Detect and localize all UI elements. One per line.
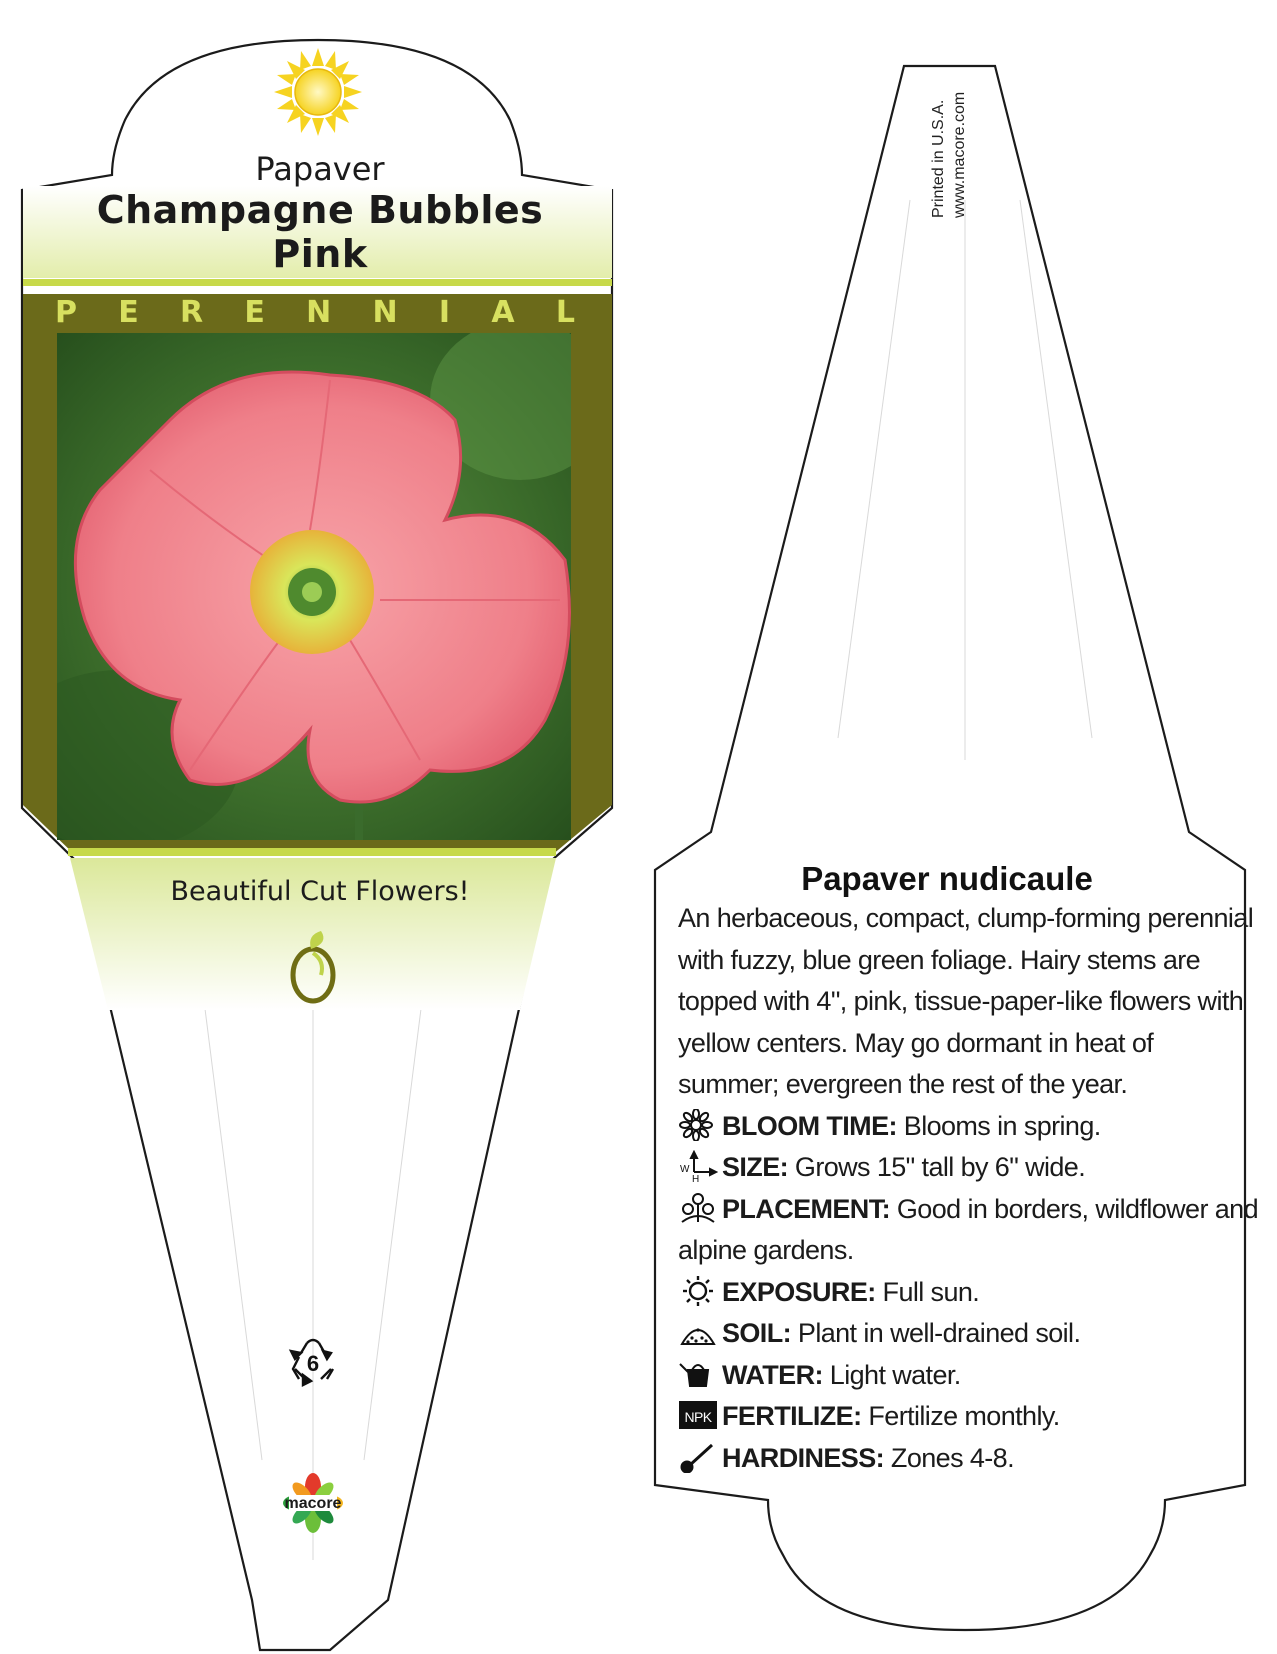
- category-letter: E: [118, 295, 139, 330]
- attribute-label: PLACEMENT:: [722, 1193, 890, 1224]
- thermometer-icon: [678, 1441, 718, 1473]
- brand-name: macore: [284, 1495, 342, 1512]
- category-letter: E: [244, 295, 265, 330]
- npk-icon: [678, 1399, 718, 1431]
- svg-text:W: W: [680, 1164, 689, 1175]
- attribute-water: [678, 1355, 1258, 1397]
- category-letter: A: [491, 295, 515, 330]
- attribute-fertilize: [678, 1396, 1258, 1438]
- category-letter: N: [306, 295, 332, 330]
- size-arrows-icon: [678, 1150, 718, 1182]
- attribute-label: FERTILIZE:: [722, 1401, 862, 1431]
- variety-line-2: Pink: [272, 232, 368, 276]
- attribute-soil: [678, 1313, 1258, 1355]
- attribute-value: Fertilize monthly.: [868, 1401, 1060, 1431]
- recycle-number: 6: [306, 1351, 320, 1376]
- attribute-size: [678, 1147, 1258, 1189]
- attribute-value: Blooms in spring.: [903, 1110, 1101, 1141]
- npk-text: NPK: [684, 1409, 712, 1425]
- category-letter: L: [555, 295, 575, 330]
- category-label: [55, 295, 575, 330]
- placement-icon: [678, 1192, 718, 1224]
- category-letter: R: [180, 295, 204, 330]
- attribute-hardiness: [678, 1438, 1258, 1480]
- front-genus: Papaver: [255, 150, 385, 188]
- sun-icon: [274, 48, 362, 136]
- category-letter: I: [438, 295, 451, 330]
- attribute-placement: [678, 1189, 1258, 1272]
- category-letter: N: [372, 295, 398, 330]
- pink-poppy-photo: [0, 320, 610, 850]
- attribute-label: EXPOSURE:: [722, 1276, 876, 1307]
- tagline: Beautiful Cut Flowers!: [170, 876, 470, 907]
- sun-outline-icon: [678, 1275, 718, 1307]
- attribute-value: Plant in well-drained soil.: [797, 1318, 1081, 1348]
- attribute-label: WATER:: [722, 1359, 823, 1390]
- attribute-bloom-time: [678, 1106, 1258, 1148]
- botanical-name: Papaver nudicaule: [801, 860, 1093, 897]
- soil-icon: [678, 1316, 718, 1348]
- category-letter: P: [55, 295, 77, 330]
- attribute-exposure: [678, 1272, 1258, 1314]
- front-variety-name: [0, 188, 640, 276]
- attribute-label: BLOOM TIME:: [722, 1110, 897, 1141]
- printed-in-note: [928, 42, 988, 218]
- svg-text:H: H: [692, 1174, 699, 1182]
- attribute-value: Good in borders, wildflower and alpine gardens.: [678, 1193, 1259, 1265]
- variety-line-1: Champagne Bubbles: [96, 188, 544, 232]
- description: An herbaceous, compact, clump-forming perennial with fuzzy, blue green foliage. Hairy stems are topped with 4", pink, tissue-paper-like flowers with yellow centers. May go dormant in heat of summer; evergreen the rest of the year.: [678, 903, 1254, 1099]
- flower-icon: [678, 1109, 718, 1141]
- website: www.macore.com: [951, 91, 968, 218]
- attribute-value: Grows 15" tall by 6" wide.: [794, 1152, 1086, 1182]
- attribute-label: HARDINESS:: [722, 1442, 885, 1473]
- attribute-value: Zones 4-8.: [890, 1442, 1014, 1473]
- attribute-value: Light water.: [829, 1359, 961, 1390]
- watering-can-icon: [678, 1358, 718, 1390]
- attribute-label: SOIL:: [722, 1318, 791, 1348]
- care-info: [678, 898, 1258, 1479]
- attribute-value: Full sun.: [882, 1276, 980, 1307]
- attribute-label: SIZE:: [722, 1152, 789, 1182]
- printed-line-1: Printed in U.S.A.: [930, 99, 947, 218]
